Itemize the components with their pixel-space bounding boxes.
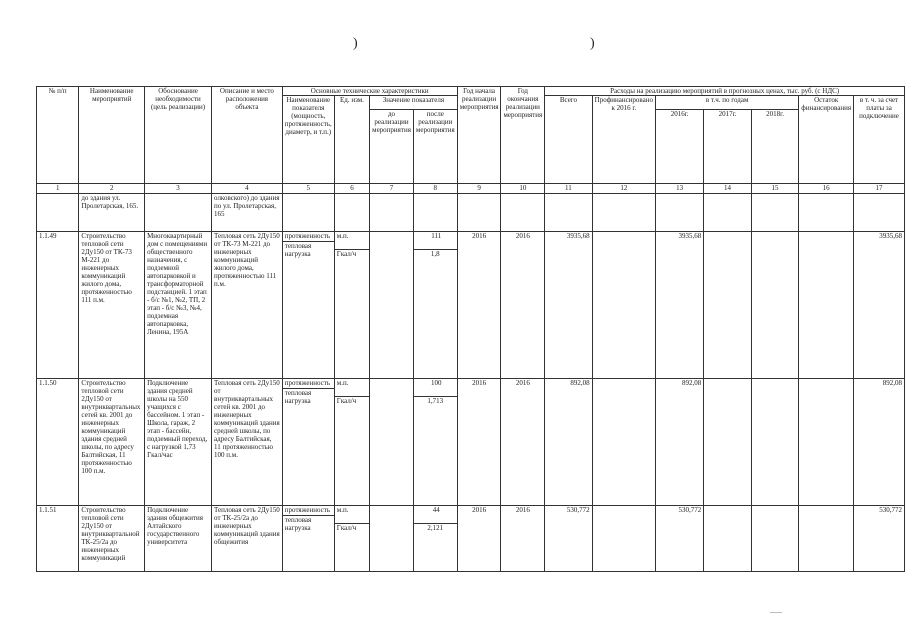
row-2018 (751, 194, 799, 232)
row-before (370, 506, 414, 572)
col-number: 11 (545, 184, 592, 194)
row-before (370, 232, 414, 379)
row-end: 2016 (501, 379, 545, 506)
row-financed (592, 379, 655, 506)
header-rest: Остаток финансирования (799, 96, 854, 184)
after-load: 1,713 (427, 397, 444, 405)
col-number: 14 (704, 184, 752, 194)
row-2016: 3935,68 (656, 232, 704, 379)
row-unit (334, 232, 369, 379)
table-row (37, 379, 905, 506)
row-name: Строительство тепловой сети 2Ду150 от ТК-73 М-221 до инженерных коммуникаций жилого дома, протяженностью 111 п.м. (79, 232, 145, 379)
col-number: 17 (854, 184, 905, 194)
unit-length: м.п. (335, 232, 369, 250)
header-start: Год начала реализации мероприятия (457, 87, 501, 184)
paren-mark-left: ) (353, 36, 358, 51)
row-name: до здания ул. Пролетарская, 165. (79, 194, 145, 232)
row-financed (592, 506, 655, 572)
row-2016: 892,08 (656, 379, 704, 506)
header-reason: Обоснование необходимости (цель реализации) (145, 87, 212, 184)
col-number: 13 (656, 184, 704, 194)
row-before (370, 194, 414, 232)
after-length: 111 (414, 232, 457, 250)
header-end: Год окончания реализации мероприятия (501, 87, 545, 184)
param-length: протяженность (283, 232, 334, 242)
row-rest (799, 379, 854, 506)
col-number: 2 (79, 184, 145, 194)
after-length: 100 (414, 379, 457, 397)
row-total: 530,772 (545, 506, 592, 572)
row-start (457, 194, 501, 232)
header-num: № п/п (37, 87, 79, 184)
row-2017 (704, 506, 752, 572)
row-2016: 530,772 (656, 506, 704, 572)
row-rest (799, 506, 854, 572)
row-fee: 892,08 (854, 379, 905, 506)
header-desc: Описание и место расположения объекта (212, 87, 283, 184)
row-desc: олковского) до здания по ул. Пролетарская, 165 (212, 194, 283, 232)
param-length: протяженность (283, 379, 334, 389)
header-before: до реализации мероприятия (370, 110, 414, 184)
row-rest (799, 194, 854, 232)
row-after (413, 506, 457, 572)
unit-length: м.п. (335, 379, 369, 397)
row-desc: Тепловая сеть 2Ду150 от ТК-73 М-221 до инженерных коммуникаций жилого дома, протяженностью 111 п.м. (212, 232, 283, 379)
row-after (413, 232, 457, 379)
paren-mark-right: ) (590, 36, 595, 51)
row-end: 2016 (501, 506, 545, 572)
param-load: тепловая нагрузка (284, 389, 312, 405)
row-after (413, 194, 457, 232)
header-after: после реализации мероприятия (413, 110, 457, 184)
header-param: Наименование показателя (мощность, протяженность, диаметр, и т.п.) (282, 96, 334, 184)
measures-table (36, 86, 905, 572)
row-unit (334, 194, 369, 232)
column-number-row (37, 184, 905, 194)
row-before (370, 379, 414, 506)
col-number: 4 (212, 184, 283, 194)
header-group-costs: Расходы на реализацию мероприятий в прогнозных ценах, тыс. руб. (с НДС) (545, 87, 905, 96)
row-num (37, 194, 79, 232)
col-number: 1 (37, 184, 79, 194)
row-start: 2016 (457, 506, 501, 572)
table-row (37, 506, 905, 572)
row-param (282, 506, 334, 572)
param-load: тепловая нагрузка (284, 242, 312, 258)
row-2017 (704, 194, 752, 232)
row-name: Строительство тепловой сети 2Ду150 от внутриквартальных сетей кв. 2001 до инженерных коммуникаций здания средней школы, по адресу Балтийская, 11 протяженностью 100 п.м. (79, 379, 145, 506)
row-unit (334, 379, 369, 506)
col-number: 10 (501, 184, 545, 194)
row-rest (799, 232, 854, 379)
row-after (413, 379, 457, 506)
row-desc: Тепловая сеть 2Ду150 от ТК-25/2а до инженерных коммуникаций здания общежития (212, 506, 283, 572)
row-param (282, 379, 334, 506)
row-num: 1.1.50 (37, 379, 79, 506)
col-number: 9 (457, 184, 501, 194)
row-financed (592, 232, 655, 379)
header-row-1 (37, 87, 905, 96)
row-unit (334, 506, 369, 572)
row-param (282, 232, 334, 379)
row-total (545, 194, 592, 232)
row-2016 (656, 194, 704, 232)
col-number: 16 (799, 184, 854, 194)
header-2018: 2018г. (751, 110, 799, 184)
param-load: тепловая нагрузка (284, 516, 312, 532)
row-reason: Подключение здания средней школы на 550 учащихся с бассейном. 1 этап - Школа, гараж, 2 этап - бассейн, подземный переход, с нагрузкой 1,73 Гкал/час (145, 379, 212, 506)
param-length: протяженность (283, 506, 334, 516)
row-reason: Многоквартирный дом с помещениями общественного назначения, с подземной автопарковкой и трансформаторной подстанцией. 1 этап - б/с №1, №2, ТП, 2 этап - б/с №3, №4, подземная автопарковка, Ленина, 195А (145, 232, 212, 379)
row-num: 1.1.51 (37, 506, 79, 572)
row-num: 1.1.49 (37, 232, 79, 379)
row-fee: 530,772 (854, 506, 905, 572)
row-desc: Тепловая сеть 2Ду150 от внутриквартальных сетей кв. 2001 до инженерных коммуникаций здания средней школы, по адресу Балтийская, 11 протяженностью 100 п.м. (212, 379, 283, 506)
unit-load: Гкал/ч (336, 250, 357, 258)
row-financed (592, 194, 655, 232)
row-total: 3935,68 (545, 232, 592, 379)
header-name: Наименование мероприятий (79, 87, 145, 184)
row-reason (145, 194, 212, 232)
row-end (501, 194, 545, 232)
row-end: 2016 (501, 232, 545, 379)
header-total: Всего (545, 96, 592, 184)
row-param (282, 194, 334, 232)
row-2017 (704, 379, 752, 506)
after-load: 1,8 (430, 250, 440, 258)
col-number: 6 (334, 184, 369, 194)
row-fee: 3935,68 (854, 232, 905, 379)
col-number: 7 (370, 184, 414, 194)
row-2017 (704, 232, 752, 379)
row-name: Строительство тепловой сети 2Ду150 от внутриквартальной ТК-25/2а до инженерных коммуникаций (79, 506, 145, 572)
header-2017: 2017г. (704, 110, 752, 184)
after-load: 2,121 (427, 524, 444, 532)
row-start: 2016 (457, 232, 501, 379)
col-number: 5 (282, 184, 334, 194)
unit-load: Гкал/ч (336, 524, 357, 532)
unit-length: м.п. (335, 506, 369, 524)
header-financed: Профинансировано к 2016 г. (592, 96, 655, 184)
col-number: 12 (592, 184, 655, 194)
row-reason: Подключение здания общежития Алтайского государственного университета (145, 506, 212, 572)
header-group-years: в т.ч. по годам (656, 96, 799, 110)
row-fee (854, 194, 905, 232)
table-row (37, 232, 905, 379)
scan-artifact-line (770, 612, 782, 613)
header-fee: в т. ч. за счет платы за подключение (854, 96, 905, 184)
row-2018 (751, 232, 799, 379)
row-2018 (751, 379, 799, 506)
row-start: 2016 (457, 379, 501, 506)
row-total: 892,08 (545, 379, 592, 506)
header-group-tech: Основные технические характеристики (282, 87, 457, 96)
col-number: 8 (413, 184, 457, 194)
table-row (37, 194, 905, 232)
row-2018 (751, 506, 799, 572)
after-length: 44 (414, 506, 457, 524)
col-number: 15 (751, 184, 799, 194)
header-group-value: Значение показателя (370, 96, 458, 110)
unit-load: Гкал/ч (336, 397, 357, 405)
header-2016: 2016г. (656, 110, 704, 184)
col-number: 3 (145, 184, 212, 194)
header-unit: Ед. изм. (334, 96, 369, 184)
